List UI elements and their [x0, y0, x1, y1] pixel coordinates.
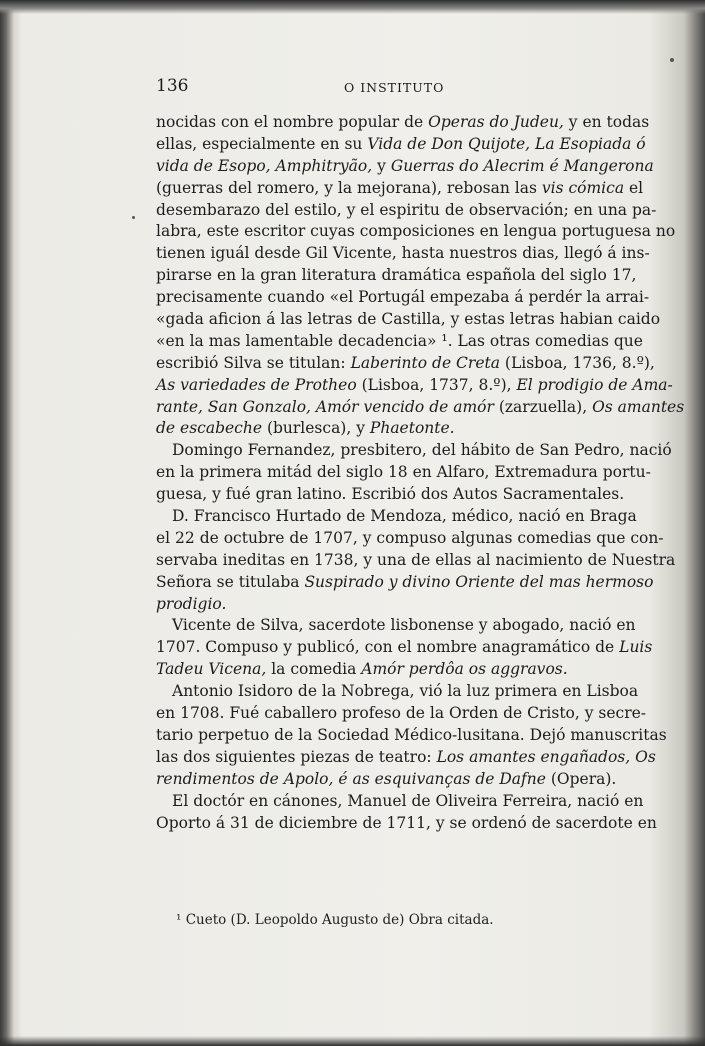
text-line: [156, 156, 654, 178]
text-run: 1707. Compuso y publicó, con el nombre anagramático de: [156, 638, 620, 657]
text-run: labra, este escritor cuyas composiciones en lengua portuguesa no: [156, 222, 676, 241]
italic-title: El prodigio de Ama-: [516, 375, 673, 394]
text-run: desembarazo del estilo, y el espiritu de observación; en una pa-: [156, 200, 657, 219]
text-run: el 22 de octubre de 1707, y compuso algunas comedias que con-: [156, 528, 664, 547]
text-line: [156, 200, 657, 222]
text-line: [156, 353, 655, 375]
text-line: [156, 309, 661, 331]
text-run: (burlesca), y: [262, 419, 370, 438]
text-run: las dos siguientes piezas de teatro:: [156, 747, 437, 766]
book-page: [156, 76, 685, 834]
page-top-edge: [0, 0, 705, 14]
text-line: [156, 594, 626, 616]
text-run: Antonio Isidoro de la Nobrega, vió la luz primera en Lisboa: [172, 682, 639, 701]
text-run: guesa, y fué gran latino. Escribió dos Autos Sacramentales.: [156, 485, 625, 504]
italic-title: Laberinto de Creta: [350, 353, 500, 372]
text-line: [156, 747, 656, 769]
text-line: [156, 484, 626, 506]
text-run: la comedia: [266, 660, 362, 679]
text-line: [156, 265, 637, 287]
italic-title: de escabeche: [156, 419, 263, 438]
text-run: tienen iguál desde Gil Vicente, hasta nuestros dias, llegó á ins-: [156, 244, 650, 263]
text-line: [156, 528, 664, 550]
italic-title: Los amantes engañados, Os: [436, 747, 656, 766]
text-line: [156, 418, 626, 440]
text-run: (Lisboa, 1736, 8.º),: [499, 353, 655, 372]
text-run: (Opera).: [545, 769, 617, 788]
text-line: [156, 243, 650, 265]
text-line: [156, 637, 653, 659]
text-line: [156, 791, 644, 813]
italic-title: Luis: [619, 638, 653, 657]
text-run: precisamente cuando «el Portugál empezaba á perdér la arrai-: [156, 288, 650, 307]
text-run: y: [372, 156, 391, 175]
text-line: [156, 769, 626, 791]
text-line: [156, 615, 636, 637]
text-line: [156, 221, 676, 243]
italic-title: Os amantes: [592, 397, 685, 416]
footnote: ¹ Cueto (D. Leopoldo Augusto de) Obra citada.: [176, 912, 494, 928]
running-title: O INSTITUTO: [344, 80, 445, 95]
page-number: 136: [156, 76, 189, 96]
text-run: nocidas con el nombre popular de: [156, 113, 429, 131]
page-header: [156, 76, 626, 104]
text-run: tario perpetuo de la Sociedad Médico-lusitana. Dejó manuscritas: [156, 725, 667, 744]
italic-title: vis cómica: [541, 178, 625, 197]
text-line: [156, 681, 639, 703]
text-run: «gada aficion á las letras de Castilla, y estas letras habian caido: [156, 310, 661, 329]
italic-title: Operas do Judeu,: [428, 113, 564, 131]
italic-title: Guerras do Alecrim é Mangerona: [390, 156, 654, 175]
italic-title: Vida de Don Quijote, La Esopiada ó: [367, 134, 646, 153]
text-line: [156, 287, 650, 309]
text-run: ellas, especialmente en su: [156, 134, 368, 153]
text-run: servaba ineditas en 1738, y una de ellas al nacimiento de Nuestra: [156, 550, 676, 569]
italic-title: prodigio.: [156, 594, 227, 613]
text-run: Domingo Fernandez, presbitero, del hábito de San Pedro, nació: [172, 441, 672, 460]
text-line: [156, 659, 626, 681]
text-line: [156, 112, 650, 134]
text-line: [156, 440, 672, 462]
text-run: D. Francisco Hurtado de Mendoza, médico, nació en Braga: [172, 507, 637, 526]
text-line: [156, 550, 676, 572]
italic-title: vida de Esopo, Amphitryão,: [156, 156, 373, 175]
italic-title: Amór perdôa os aggravos.: [361, 660, 568, 679]
text-run: y en todas: [563, 113, 650, 131]
text-line: [156, 375, 673, 397]
text-line: [156, 462, 651, 484]
text-line: [156, 134, 646, 156]
italic-title: As variedades de Protheo: [156, 375, 357, 394]
body-text: [156, 112, 685, 834]
text-run: escribió Silva se titulan:: [156, 353, 351, 372]
page-bottom-edge: [0, 1036, 705, 1046]
italic-title: rante, San Gonzalo, Amór vencido de amór: [156, 397, 494, 416]
text-run: Vicente de Silva, sacerdote lisbonense y abogado, nació en: [172, 616, 636, 635]
italic-title: Phaetonte.: [369, 419, 455, 438]
text-run: (guerras del romero, y la mejorana), rebosan las: [156, 178, 542, 197]
text-line: [156, 725, 667, 747]
text-run: en la primera mitád del siglo 18 en Alfaro, Extremadura portu-: [156, 463, 651, 482]
text-line: [156, 703, 647, 725]
text-run: en 1708. Fué caballero profeso de la Orden de Cristo, y secre-: [156, 704, 647, 723]
text-run: (zarzuella),: [493, 397, 593, 416]
ink-speck: [670, 58, 674, 62]
text-line: [156, 397, 685, 419]
text-run: Señora se titulaba: [156, 572, 305, 591]
text-line: [156, 572, 654, 594]
text-line: [156, 331, 643, 353]
italic-title: Tadeu Vicena,: [156, 660, 267, 679]
italic-title: rendimentos de Apolo, é as esquivanças de Dafne: [156, 769, 546, 788]
text-line: [156, 178, 644, 200]
ink-speck: [132, 216, 135, 219]
text-line: [156, 813, 657, 835]
text-run: Oporto á 31 de diciembre de 1711, y se ordenó de sacerdote en: [156, 813, 657, 832]
italic-title: Suspirado y divino Oriente del mas hermoso: [304, 572, 654, 591]
text-run: (Lisboa, 1737, 8.º),: [356, 375, 517, 394]
text-run: pirarse en la gran literatura dramática española del siglo 17,: [156, 266, 637, 285]
text-line: [156, 506, 637, 528]
text-run: «en la mas lamentable decadencia» ¹. Las otras comedias que: [156, 331, 643, 350]
text-run: el: [624, 178, 644, 197]
text-run: El doctór en cánones, Manuel de Oliveira Ferreira, nació en: [172, 791, 644, 810]
